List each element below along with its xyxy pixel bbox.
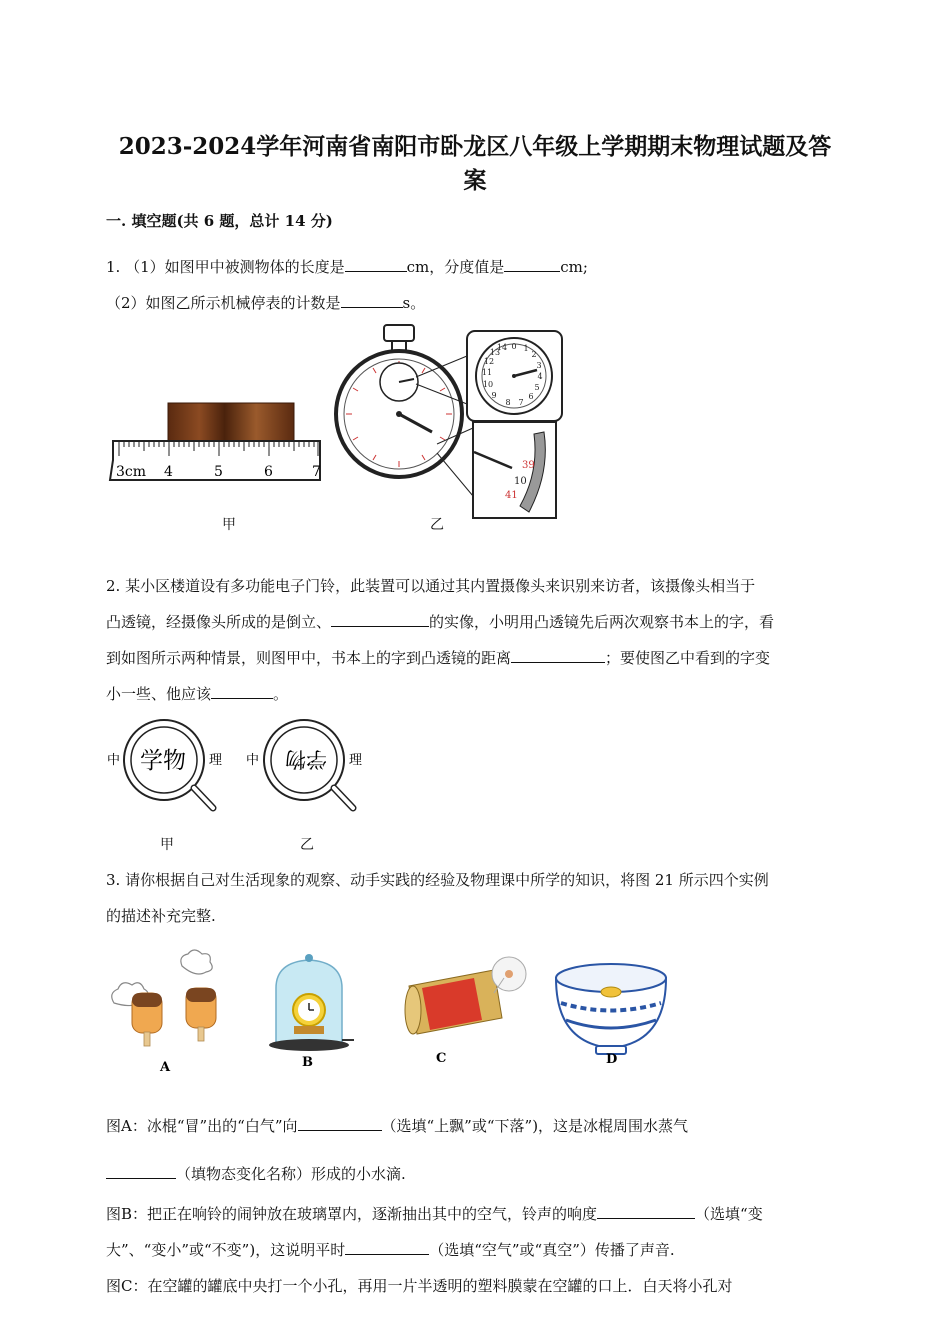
- magnifier-yi: [246, 720, 362, 808]
- q1-blank-division[interactable]: [504, 257, 560, 272]
- page-title: 2023-2024学年河南省南阳市卧龙区八年级上学期期末物理试题及答: [118, 133, 832, 160]
- q1-text-d: （2）如图乙所示机械停表的计数是: [106, 294, 341, 312]
- figure-c-can: [405, 957, 526, 1034]
- section-heading: 一. 填空题(共 6 题，总计 14 分): [106, 212, 333, 230]
- zoom-label-41: 41: [505, 490, 518, 501]
- q2-text-f: 。: [273, 685, 289, 703]
- mag1-left-char: 中: [107, 753, 121, 768]
- page-title-continued: 案: [463, 167, 487, 194]
- mag1-text: 学物: [140, 748, 186, 774]
- svg-text:10: 10: [482, 380, 494, 389]
- magnifier-jia: [107, 720, 222, 808]
- q3-a-line2: [106, 1164, 406, 1184]
- q2-text-d: ；要使图乙中看到的字变: [605, 649, 771, 667]
- magnifier-figure: [100, 718, 370, 823]
- figure-a-popsicles: [112, 950, 216, 1046]
- q1-blank-stopwatch[interactable]: [341, 293, 403, 308]
- ruler-label-6: 6: [264, 464, 273, 480]
- q3-b-text-c: 大”、“变小”或“不变”)，这说明平时: [106, 1241, 346, 1259]
- q3-a-text-b: （选填“上飘”或“下落”)，这是冰棍周围水蒸气: [381, 1117, 689, 1135]
- svg-text:2: 2: [531, 350, 537, 359]
- q3-a-text-a: 图A：冰棍“冒”出的“白气”向: [106, 1117, 298, 1135]
- svg-text:5: 5: [534, 383, 540, 392]
- q2-line1: 2. 某小区楼道设有多功能电子门铃，此装置可以通过其内置摄像头来识别来访者，该摄像头相当于: [106, 577, 756, 595]
- svg-text:8: 8: [505, 398, 511, 407]
- q2-blank-action[interactable]: [211, 684, 273, 699]
- svg-text:4: 4: [537, 372, 543, 381]
- zoom-label-39: 39: [522, 460, 535, 471]
- mag2-text-inverted: 学物: [285, 747, 327, 771]
- q3-b-text-d: （选填“空气”或“真空”）传播了声音.: [429, 1241, 675, 1259]
- caption-yi-2: 乙: [300, 837, 314, 853]
- q3-a-text-c: （填物态变化名称）形成的小水滴.: [176, 1165, 406, 1183]
- ruler-label-5: 5: [214, 464, 223, 480]
- mag2-left-char: 中: [246, 753, 260, 768]
- svg-text:1: 1: [523, 344, 529, 353]
- q2-text-b: 的实像，小明用凸透镜先后两次观察书本上的字，看: [429, 613, 775, 631]
- svg-text:13: 13: [489, 348, 501, 357]
- q1-text-a: 1. （1）如图甲中被测物体的长度是: [106, 258, 345, 276]
- svg-text:0: 0: [511, 342, 517, 351]
- ruler-label-3cm: 3cm: [116, 464, 147, 480]
- q2-text-e: 小一些、他应该: [106, 685, 212, 703]
- svg-text:6: 6: [528, 392, 534, 401]
- q2-text-c: 到如图所示两种情景，则图甲中，书本上的字到凸透镜的距离: [106, 649, 512, 667]
- q3-c-line1: 图C：在空罐的罐底中央打一个小孔，再用一片半透明的塑料膜蒙在空罐的口上．白天将小孔对: [106, 1277, 733, 1295]
- q1-blank-length[interactable]: [345, 257, 407, 272]
- q3-figures: [104, 948, 674, 1078]
- q2-line4: [106, 684, 288, 704]
- q3-blank-medium[interactable]: [345, 1240, 429, 1255]
- mag1-right-char: 理: [209, 753, 223, 768]
- stopwatch-figure: [334, 322, 566, 520]
- q3-blank-loudness[interactable]: [597, 1204, 695, 1219]
- caption-jia-2: 甲: [160, 837, 174, 853]
- q2-blank-image-type[interactable]: [331, 612, 429, 627]
- svg-text:9: 9: [491, 391, 497, 400]
- q3-b-line2: [106, 1240, 675, 1260]
- q1-text-e: s。: [402, 294, 426, 312]
- svg-text:11: 11: [481, 368, 493, 377]
- caption-jia: 甲: [222, 517, 236, 533]
- q3-blank-state-change[interactable]: [106, 1164, 176, 1179]
- q3-line2: 的描述补充完整.: [106, 907, 216, 925]
- q1-line1: [106, 257, 588, 277]
- q3-line1: 3. 请你根据自己对生活现象的观察、动手实践的经验及物理课中所学的知识，将图 21 所示四个实例: [106, 871, 769, 889]
- caption-yi: 乙: [430, 517, 444, 533]
- q1-text-c: cm;: [560, 258, 588, 276]
- svg-text:14: 14: [496, 343, 508, 352]
- ruler-label-4: 4: [164, 464, 173, 480]
- figure-label-a: A: [160, 1060, 171, 1075]
- svg-text:7: 7: [518, 398, 524, 407]
- svg-text:12: 12: [483, 357, 495, 366]
- q3-b-line1: [106, 1204, 763, 1224]
- figure-label-d: D: [606, 1052, 618, 1067]
- q1-line2: [106, 293, 425, 313]
- q3-blank-direction[interactable]: [298, 1116, 382, 1131]
- mag2-right-char: 理: [349, 753, 363, 768]
- q2-blank-distance[interactable]: [511, 648, 605, 663]
- ruler-figure: [105, 398, 327, 488]
- ruler-label-7: 7: [312, 464, 321, 480]
- q3-b-text-b: （选填“变: [695, 1205, 763, 1223]
- figure-label-b: B: [302, 1055, 313, 1070]
- figure-d-bowl: [556, 964, 666, 1054]
- q3-a-line1: [106, 1116, 688, 1136]
- stopwatch-crown: [384, 325, 414, 341]
- figure-b-bell-jar: [269, 954, 354, 1051]
- figure-label-c: C: [436, 1051, 447, 1066]
- q2-line2: [106, 612, 774, 632]
- q3-b-text-a: 图B：把正在响铃的闹钟放在玻璃罩内，逐渐抽出其中的空气，铃声的响度: [106, 1205, 598, 1223]
- q2-line3: [106, 648, 770, 668]
- zoom-label-10: 10: [514, 476, 527, 487]
- svg-text:3: 3: [536, 361, 542, 370]
- q2-text-a: 凸透镜，经摄像头所成的是倒立、: [106, 613, 332, 631]
- measured-block: [168, 403, 294, 441]
- q1-text-b: cm，分度值是: [406, 258, 505, 276]
